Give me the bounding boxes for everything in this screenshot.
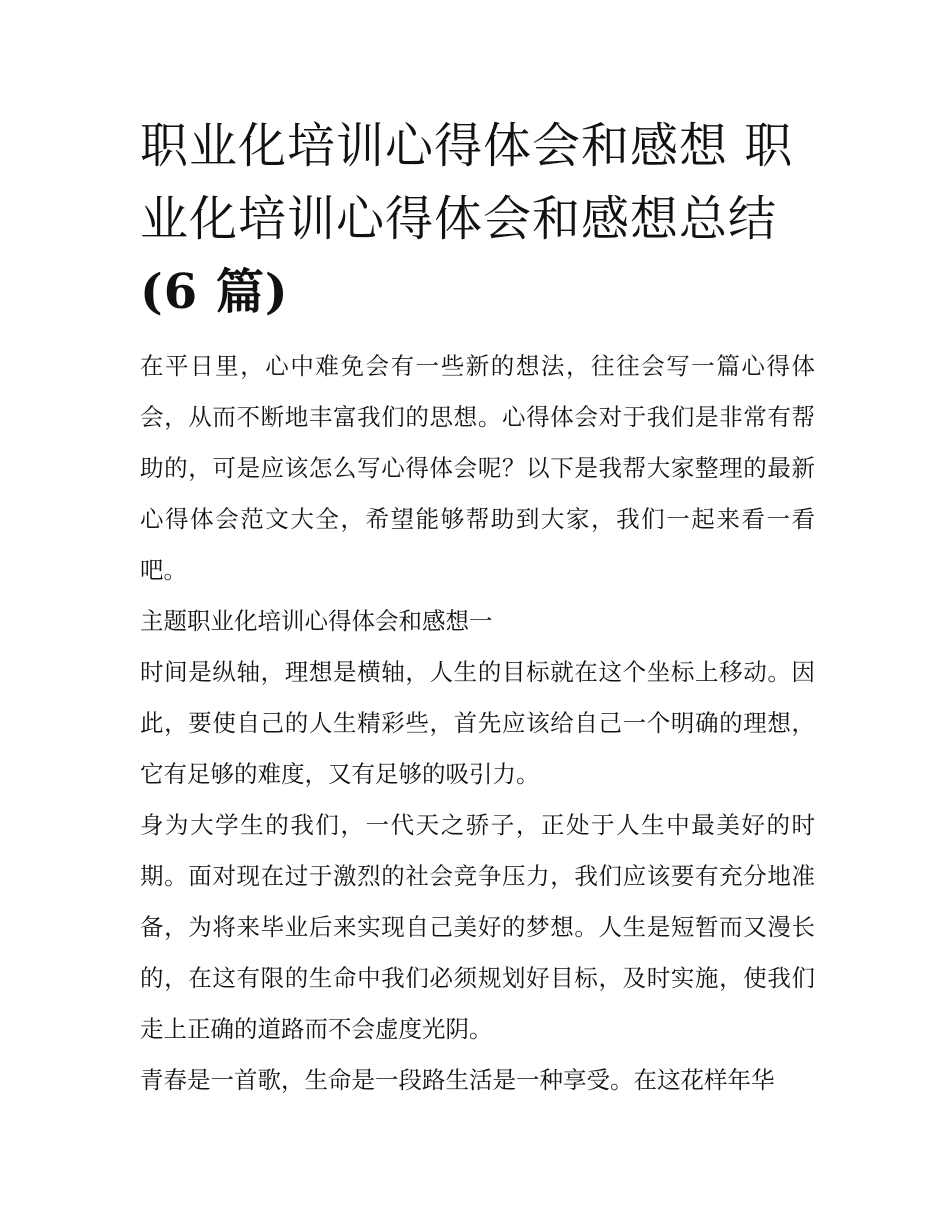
document-body [140,110,815,1106]
title-suffix: (6 篇) [140,264,289,320]
intro-paragraph: 在平日里，心中难免会有一些新的想法，往往会写一篇心得体会，从而不断地丰富我们的思想。心得体会对于我们是非常有帮助的，可是应该怎么写心得体会呢？以下是我帮大家整理的最新心得体会范文大全，希望能够帮助到大家，我们一起来看一看吧。 [140,352,815,584]
body-paragraph: 青春是一首歌，生命是一段路生活是一种享受。在这花样年华 [140,1066,775,1094]
body-paragraph: 时间是纵轴，理想是横轴，人生的目标就在这个坐标上移动。因此，要使自己的人生精彩些，首先应该给自己一个明确的理想，它有足够的难度，又有足够的吸引力。 [140,658,815,788]
section-heading: 主题职业化培训心得体会和感想一 [140,607,493,635]
title-text: 职业化培训心得体会和感想 职业化培训心得体会和感想总结 [140,118,794,247]
body-paragraph: 身为大学生的我们，一代天之骄子，正处于人生中最美好的时期。面对现在过于激烈的社会竞争压力，我们应该要有充分地准备，为将来毕业后来实现自己美好的梦想。人生是短暂而又漫长的，在这有限的生命中我们必须规划好目标，及时实施，使我们走上正确的道路而不会虚度光阴。 [140,811,815,1043]
document-title [140,110,815,329]
